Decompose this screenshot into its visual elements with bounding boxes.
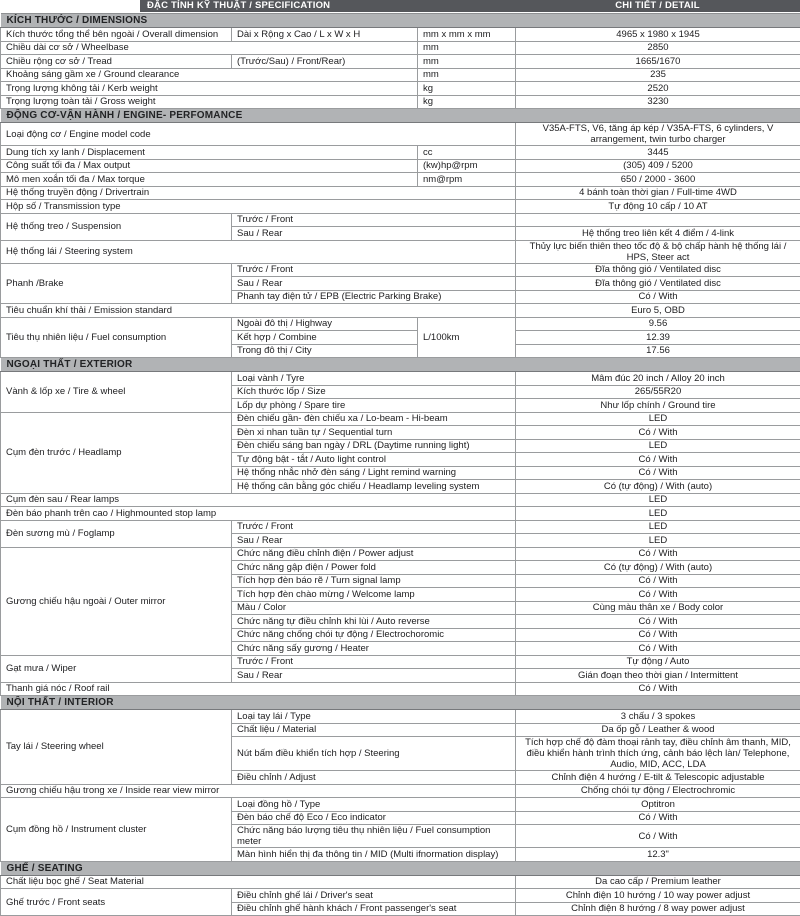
spec-label-cell: Chiều rộng cơ sở / Tread <box>1 55 232 69</box>
spec-sub-cell: kg <box>418 82 516 96</box>
section-title: NGOẠI THẤT / EXTERIOR <box>1 358 800 372</box>
spec-label-cell: Tiêu chuẩn khí thải / Emission standard <box>1 304 516 318</box>
spec-label-cell: Điều chỉnh / Adjust <box>232 771 516 785</box>
table-header <box>0 0 800 13</box>
spec-label-cell: Hộp số / Transmission type <box>1 200 516 214</box>
spec-label-cell: Chức năng báo lượng tiêu thụ nhiên liệu / Fuel consumption meter <box>232 825 516 848</box>
spec-label-cell: Cụm đồng hồ / Instrument cluster <box>1 798 232 862</box>
spec-label-cell: Hệ thống truyền động / Drivertrain <box>1 186 516 200</box>
spec-label-cell: Cụm đèn trước / Headlamp <box>1 412 232 493</box>
spec-sub-cell: Trước / Front <box>232 520 516 534</box>
detail-cell: LED <box>516 534 800 548</box>
detail-cell: Gián đoạn theo thời gian / Intermittent <box>516 669 800 683</box>
spec-sub-cell: Loại đồng hồ / Type <box>232 798 516 812</box>
spec-label-cell: Khoảng sáng gầm xe / Ground clearance <box>1 68 418 82</box>
table-row <box>1 68 800 82</box>
table-row <box>1 159 800 173</box>
detail-cell: (305) 409 / 5200 <box>516 159 800 173</box>
table-row <box>1 213 800 227</box>
detail-cell: 1665/1670 <box>516 55 800 69</box>
table-row <box>1 682 800 696</box>
table-row <box>1 875 800 889</box>
table-row <box>1 263 800 277</box>
spec-sub-cell: Chức năng điều chỉnh điện / Power adjust <box>232 547 516 561</box>
spec-sub-cell: L/100km <box>418 317 516 358</box>
spec-sub-cell: (kw)hp@rpm <box>418 159 516 173</box>
detail-cell: LED <box>516 507 800 521</box>
detail-cell: Như lốp chính / Ground tire <box>516 399 800 413</box>
detail-cell: 17.56 <box>516 344 800 358</box>
section-title: KÍCH THƯỚC / DIMENSIONS <box>1 14 800 28</box>
spec-sub-cell: mm x mm x mm <box>418 28 516 42</box>
detail-cell: 4 bánh toàn thời gian / Full-time 4WD <box>516 186 800 200</box>
detail-cell: LED <box>516 520 800 534</box>
table-row <box>1 28 800 42</box>
detail-column-title: CHI TIẾT / DETAIL <box>515 0 800 12</box>
table-row <box>1 547 800 561</box>
table-row <box>1 186 800 200</box>
spec-sub-cell: Ngoài đô thị / Highway <box>232 317 418 331</box>
spec-table <box>0 13 800 916</box>
spec-label-cell: Màu / Color <box>232 601 516 615</box>
detail-cell: Cùng màu thân xe / Body color <box>516 601 800 615</box>
detail-cell: Có / With <box>516 574 800 588</box>
detail-cell: Có / With <box>516 615 800 629</box>
spec-label-cell: Hệ thống nhắc nhở đèn sáng / Light remind warning <box>232 466 516 480</box>
detail-cell: Có / With <box>516 628 800 642</box>
table-row <box>1 493 800 507</box>
detail-cell: Chỉnh điện 8 hướng / 8 way power adjust <box>516 902 800 916</box>
detail-cell: 3 chấu / 3 spokes <box>516 710 800 724</box>
detail-cell: 4965 x 1980 x 1945 <box>516 28 800 42</box>
detail-cell: 2520 <box>516 82 800 96</box>
spec-sub-cell: Loại tay lái / Type <box>232 710 516 724</box>
detail-cell: Đĩa thông gió / Ventilated disc <box>516 277 800 291</box>
spec-label-cell: Công suất tối đa / Max output <box>1 159 418 173</box>
spec-label-cell: Chức năng sấy gương / Heater <box>232 642 516 656</box>
detail-cell: Da ốp gỗ / Leather & wood <box>516 723 800 737</box>
spec-label-cell: Hệ thống lái / Steering system <box>1 240 516 263</box>
spec-label-cell: Màn hình hiển thị đa thông tin / MID (Multi ifnormation display) <box>232 848 516 862</box>
detail-cell: Có / With <box>516 642 800 656</box>
spec-label-cell: Trong đô thị / City <box>232 344 418 358</box>
spec-table-body <box>1 14 800 916</box>
spec-label-cell: Điều chỉnh ghế hành khách / Front passenger's seat <box>232 902 516 916</box>
table-row <box>1 412 800 426</box>
spec-sub-cell: Trước / Front <box>232 213 516 227</box>
spec-sub-cell: Trước / Front <box>232 263 516 277</box>
spec-label-cell: Chất liệu / Material <box>232 723 516 737</box>
detail-cell <box>516 213 800 227</box>
table-row <box>1 304 800 318</box>
section-header-row <box>1 861 800 875</box>
section-title: GHẾ / SEATING <box>1 861 800 875</box>
detail-cell: Có / With <box>516 825 800 848</box>
spec-label-cell: Thanh giá nóc / Roof rail <box>1 682 516 696</box>
detail-cell: Có (tự động) / With (auto) <box>516 561 800 575</box>
spec-label-cell: Phanh tay điện tử / EPB (Electric Parking Brake) <box>232 290 516 304</box>
spec-label-cell: Đèn báo chế độ Eco / Eco indicator <box>232 811 516 825</box>
detail-cell: Có (tự động) / With (auto) <box>516 480 800 494</box>
detail-cell: Có / With <box>516 426 800 440</box>
spec-label-cell: Tay lái / Steering wheel <box>1 710 232 785</box>
table-row <box>1 710 800 724</box>
section-header-row <box>1 696 800 710</box>
spec-label-cell: Dung tích xy lanh / Displacement <box>1 146 418 160</box>
detail-cell: V35A-FTS, V6, tăng áp kép / V35A-FTS, 6 cylinders, V arrangement, twin turbo charger <box>516 123 800 146</box>
spec-label-cell: Trọng lượng không tải / Kerb weight <box>1 82 418 96</box>
table-row <box>1 240 800 263</box>
spec-label-cell: Trọng lượng toàn tải / Gross weight <box>1 95 418 109</box>
spec-label-cell: Mô men xoắn tối đa / Max torque <box>1 173 418 187</box>
spec-label-cell: Sau / Rear <box>232 534 516 548</box>
spec-label-cell: Phanh /Brake <box>1 263 232 304</box>
section-header-row <box>1 14 800 28</box>
detail-cell: Có / With <box>516 466 800 480</box>
table-row <box>1 146 800 160</box>
detail-cell: Có / With <box>516 682 800 696</box>
spec-label-cell: Gương chiếu hậu ngoài / Outer mirror <box>1 547 232 655</box>
spec-sub-cell: Điều chỉnh ghế lái / Driver's seat <box>232 889 516 903</box>
spec-label-cell: Hệ thống treo / Suspension <box>1 213 232 240</box>
spec-label-cell: Nút bấm điều khiển tích hợp / Steering <box>232 737 516 771</box>
detail-cell: Thủy lực biến thiên theo tốc độ & bộ chấp hành hệ thống lái / HPS, Steer act <box>516 240 800 263</box>
spec-label-cell: Vành & lốp xe / Tire & wheel <box>1 372 232 413</box>
detail-cell: 235 <box>516 68 800 82</box>
spec-label-cell: Chức năng gập điện / Power fold <box>232 561 516 575</box>
section-header-row <box>1 358 800 372</box>
table-row <box>1 889 800 903</box>
spec-sub-cell: Đèn chiếu gần- đèn chiếu xa / Lo-beam - Hi-beam <box>232 412 516 426</box>
detail-cell: Có / With <box>516 290 800 304</box>
detail-cell: 650 / 2000 - 3600 <box>516 173 800 187</box>
spec-label-cell: Kết hợp / Combine <box>232 331 418 345</box>
spec-label-cell: Kích thước tổng thể bên ngoài / Overall dimension <box>1 28 232 42</box>
detail-cell: Chỉnh điện 10 hướng / 10 way power adjust <box>516 889 800 903</box>
detail-cell: Tự động 10 cấp / 10 AT <box>516 200 800 214</box>
spec-label-cell: Chức năng chống chói tự động / Electrochoromic <box>232 628 516 642</box>
table-row <box>1 41 800 55</box>
spec-label-cell: Tích hợp đèn chào mừng / Welcome lamp <box>232 588 516 602</box>
detail-cell: Euro 5, OBD <box>516 304 800 318</box>
detail-cell: LED <box>516 493 800 507</box>
spec-label-cell: Gạt mưa / Wiper <box>1 655 232 682</box>
table-row <box>1 520 800 534</box>
spec-label-cell: Đèn sương mù / Foglamp <box>1 520 232 547</box>
spec-label-cell: Tích hợp đèn báo rẽ / Turn signal lamp <box>232 574 516 588</box>
spec-label-cell: Hệ thống cân bằng góc chiếu / Headlamp leveling system <box>232 480 516 494</box>
spec-label-cell: Tự động bật - tắt / Auto light control <box>232 453 516 467</box>
table-row <box>1 173 800 187</box>
section-title: NỘI THẤT / INTERIOR <box>1 696 800 710</box>
spec-label-cell: Ghế trước / Front seats <box>1 889 232 916</box>
detail-cell: Da cao cấp / Premium leather <box>516 875 800 889</box>
spec-label-cell: Đèn báo phanh trên cao / Highmounted stop lamp <box>1 507 516 521</box>
table-row <box>1 55 800 69</box>
detail-cell: Optitron <box>516 798 800 812</box>
detail-cell: Tích hợp chế độ đàm thoại rảnh tay, điều chỉnh âm thanh, MID, điều khiển hành trình thích ứng, cảnh báo lệch làn/ Telephone, Audio, MID, ACC, LDA <box>516 737 800 771</box>
spec-label-cell: Gương chiếu hậu trong xe / Inside rear view mirror <box>1 784 516 798</box>
detail-cell: Tự động / Auto <box>516 655 800 669</box>
spec-label-cell: Chức năng tự điều chỉnh khi lùi / Auto reverse <box>232 615 516 629</box>
spec-label-cell: Sau / Rear <box>232 227 516 241</box>
table-row <box>1 82 800 96</box>
detail-cell: Có / With <box>516 547 800 561</box>
detail-cell: 9.56 <box>516 317 800 331</box>
spec-label-cell: Chiều dài cơ sở / Wheelbase <box>1 41 418 55</box>
detail-cell: 12.39 <box>516 331 800 345</box>
table-row <box>1 784 800 798</box>
spec-sub-cell: Loại vành / Tyre <box>232 372 516 386</box>
table-row <box>1 95 800 109</box>
spec-sub-cell: kg <box>418 95 516 109</box>
spec-label-cell: Đèn xi nhan tuần tự / Sequential turn <box>232 426 516 440</box>
spec-sub-cell: mm <box>418 68 516 82</box>
table-row <box>1 798 800 812</box>
section-title: ĐỘNG CƠ-VẬN HÀNH / ENGINE- PERFOMANCE <box>1 109 800 123</box>
detail-cell: Chống chói tự động / Electrochromic <box>516 784 800 798</box>
spec-sub-cell: mm <box>418 55 516 69</box>
detail-cell: Đĩa thông gió / Ventilated disc <box>516 263 800 277</box>
spec-column-title: ĐẶC TÍNH KỸ THUẬT / SPECIFICATION <box>147 0 330 12</box>
detail-cell: Có / With <box>516 453 800 467</box>
detail-cell: Chỉnh điện 4 hướng / E-tilt & Telescopic adjustable <box>516 771 800 785</box>
detail-cell: 3445 <box>516 146 800 160</box>
table-row <box>1 200 800 214</box>
detail-cell: LED <box>516 412 800 426</box>
spec-sub-cell: (Trước/Sau) / Front/Rear) <box>232 55 418 69</box>
detail-cell: 3230 <box>516 95 800 109</box>
spec-label-cell: Lốp dự phòng / Spare tire <box>232 399 516 413</box>
spec-label-cell: Cụm đèn sau / Rear lamps <box>1 493 516 507</box>
section-header-row <box>1 109 800 123</box>
detail-cell: 265/55R20 <box>516 385 800 399</box>
table-row <box>1 317 800 331</box>
spec-sub-cell: Dài x Rộng x Cao / L x W x H <box>232 28 418 42</box>
spec-label-cell: Loại động cơ / Engine model code <box>1 123 516 146</box>
detail-cell: Mâm đúc 20 inch / Alloy 20 inch <box>516 372 800 386</box>
table-row <box>1 123 800 146</box>
table-row <box>1 372 800 386</box>
spec-sub-cell: mm <box>418 41 516 55</box>
table-row <box>1 507 800 521</box>
spec-label-cell: Chất liệu bọc ghế / Seat Material <box>1 875 516 889</box>
table-row <box>1 655 800 669</box>
detail-cell: 12.3" <box>516 848 800 862</box>
spec-label-cell: Sau / Rear <box>232 277 516 291</box>
detail-cell: Hệ thống treo liên kết 4 điểm / 4-link <box>516 227 800 241</box>
detail-cell: Có / With <box>516 588 800 602</box>
spec-label-cell: Kích thước lốp / Size <box>232 385 516 399</box>
spec-sub-cell: Trước / Front <box>232 655 516 669</box>
detail-cell: LED <box>516 439 800 453</box>
spec-sub-cell: cc <box>418 146 516 160</box>
spec-label-cell: Đèn chiếu sáng ban ngày / DRL (Daytime running light) <box>232 439 516 453</box>
spec-label-cell: Tiêu thụ nhiên liệu / Fuel consumption <box>1 317 232 358</box>
spec-label-cell: Sau / Rear <box>232 669 516 683</box>
detail-cell: 2850 <box>516 41 800 55</box>
detail-cell: Có / With <box>516 811 800 825</box>
spec-sub-cell: nm@rpm <box>418 173 516 187</box>
